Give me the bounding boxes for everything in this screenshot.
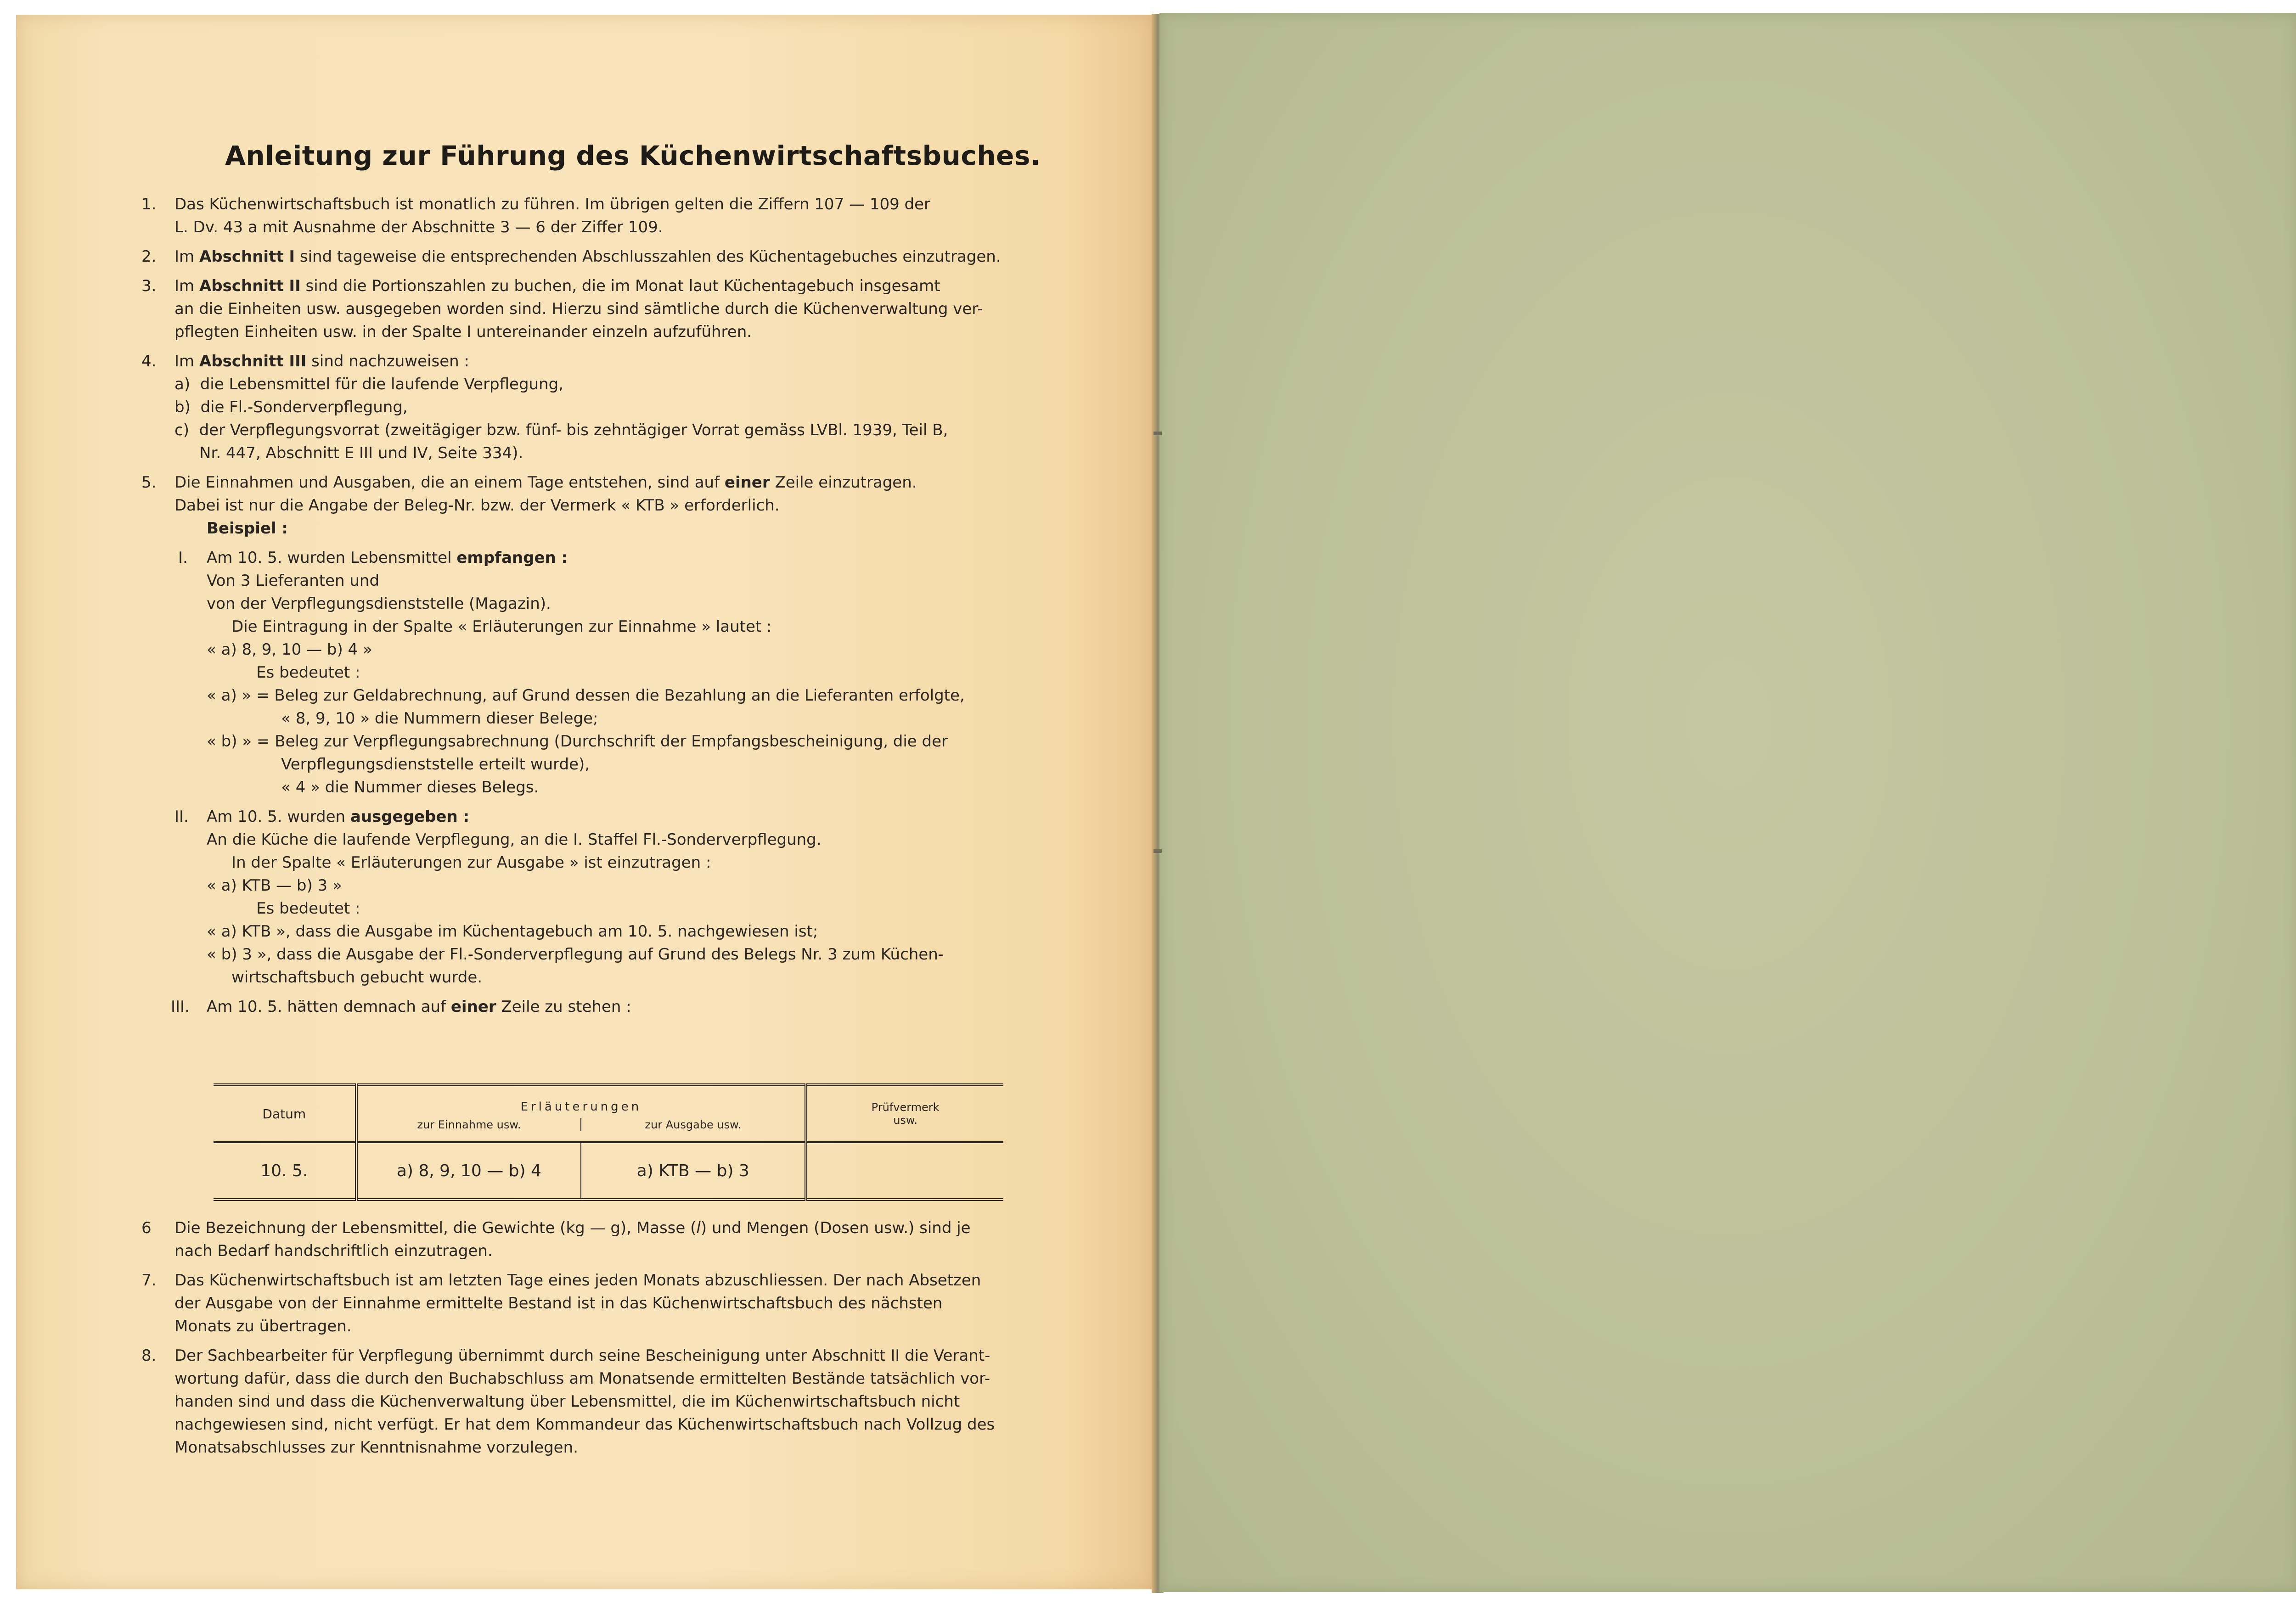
text-line: nachgewiesen sind, nicht verfügt. Er hat dem Kommandeur das Küchenwirtschaftsbuch nach Vollzug des (174, 1415, 995, 1434)
section-7 (138, 1269, 1065, 1338)
text-line: Das Küchenwirtschaftsbuch ist monatlich zu führen. Im übrigen gelten die Ziffern 107 — 109 der (174, 195, 930, 213)
erlaeuterungen-title: Erläuterungen (520, 1100, 642, 1114)
text-line: Monatsabschlusses zur Kenntnisnahme vorzulegen. (174, 1438, 578, 1457)
text-fragment: sind nachzuweisen : (306, 352, 469, 370)
example-heading: Beispiel : (207, 519, 288, 538)
list-item: Nr. 447, Abschnitt E III und IV, Seite 334). (174, 444, 523, 462)
text-line: Das Küchenwirtschaftsbuch ist am letzten Tage eines jeden Monats abzuschliessen. Der nach Absetzen (174, 1271, 981, 1290)
text-line: L. Dv. 43 a mit Ausnahme der Abschnitte 3 — 6 der Ziffer 109. (174, 218, 663, 236)
text-fragment: Zeile einzutragen. (770, 473, 917, 492)
section-number: 8. (141, 1346, 157, 1365)
text-line: « 8, 9, 10 » die Nummern dieser Belege; (207, 709, 598, 728)
einnahme-cell: a) 8, 9, 10 — b) 4 (356, 1142, 581, 1200)
section-number: 2. (141, 247, 157, 266)
text-fragment: Am 10. 5. hätten demnach auf (207, 998, 451, 1016)
section-2 (138, 245, 1065, 268)
text-line: « b) » = Beleg zur Verpflegungsabrechnung (Durchschrift der Empfangsbescheinigung, die der (207, 732, 948, 751)
text-line: « a) 8, 9, 10 — b) 4 » (207, 640, 372, 659)
page-title: Anleitung zur Führung des Küchenwirtschaftsbuches. (225, 140, 1041, 171)
staple (1154, 849, 1162, 853)
section-5 (138, 471, 1065, 540)
text-line: handen sind und dass die Küchenverwaltung über Lebensmittel, die im Küchenwirtschaftsbuch nicht (174, 1392, 960, 1411)
section-1 (138, 193, 1065, 239)
text-line: wortung dafür, dass die durch den Buchabschluss am Monatsende ermittelten Bestände tatsächlich vor- (174, 1369, 990, 1388)
text-line: « b) 3 », dass die Ausgabe der Fl.-Sonderverpflegung auf Grund des Belegs Nr. 3 zum Küchen- (207, 945, 944, 964)
text-line: der Ausgabe von der Einnahme ermittelte Bestand ist in das Küchenwirtschaftsbuch des nächsten (174, 1294, 943, 1313)
text-fragment: Im (174, 247, 199, 266)
text-line: Dabei ist nur die Angabe der Beleg-Nr. bzw. der Vermerk « KTB » erforderlich. (174, 496, 780, 515)
text-line: wirtschaftsbuch gebucht wurde. (207, 968, 483, 987)
ausgabe-cell: a) KTB — b) 3 (581, 1142, 806, 1200)
example-1 (138, 546, 1065, 799)
example-3 (138, 995, 1065, 1018)
example-2 (138, 805, 1065, 989)
section-3 (138, 275, 1065, 343)
section-number: 7. (141, 1271, 157, 1290)
section-number: 3. (141, 277, 157, 295)
text-line: Es bedeutet : (207, 663, 360, 682)
text-line (207, 546, 1065, 569)
ausgabe-header: zur Ausgabe usw. (645, 1118, 742, 1131)
instructions-body-continued (138, 1217, 1065, 1465)
text-fragment: Die Bezeichnung der Lebensmittel, die Gewichte (kg — g), Masse ( (174, 1219, 697, 1237)
text-fragment: Zeile zu stehen : (496, 998, 631, 1016)
einnahme-header: zur Einnahme usw. (358, 1118, 582, 1131)
text-line (174, 1217, 1065, 1240)
text-line (174, 350, 1065, 373)
staple (1154, 432, 1162, 435)
roman-number: II. (174, 808, 189, 826)
text-line: pflegten Einheiten usw. in der Spalte I untereinander einzeln aufzuführen. (174, 323, 752, 341)
text-line: In der Spalte « Erläuterungen zur Ausgabe » ist einzutragen : (207, 853, 711, 872)
text-line: Die Eintragung in der Spalte « Erläuterungen zur Einnahme » lautet : (207, 617, 772, 636)
text-line: nach Bedarf handschriftlich einzutragen. (174, 1242, 493, 1260)
text-line (207, 805, 1065, 828)
example-table (214, 1083, 1003, 1201)
erlaeuterungen-header (356, 1085, 806, 1142)
text-line (174, 471, 1065, 494)
text-line: « a) KTB », dass die Ausgabe im Küchentagebuch am 10. 5. nachgewiesen ist; (207, 922, 818, 941)
roman-number: III. (171, 998, 190, 1016)
roman-number: I. (178, 549, 188, 567)
list-item: b) die Fl.-Sonderverpflegung, (174, 398, 408, 416)
text-fragment: sind die Portionszahlen zu buchen, die im Monat laut Küchentagebuch insgesamt (300, 277, 940, 295)
text-line: von der Verpflegungsdienststelle (Magazin). (207, 595, 551, 613)
text-line (174, 275, 1065, 297)
text-line: Monats zu übertragen. (174, 1317, 352, 1335)
datum-cell: 10. 5. (214, 1142, 356, 1200)
pruefvermerk-cell (806, 1142, 1003, 1200)
pruefvermerk-label-2: usw. (893, 1114, 917, 1127)
text-fragment: ) und Mengen (Dosen usw.) sind je (700, 1219, 971, 1237)
list-item: a) die Lebensmittel für die laufende Verpflegung, (174, 375, 564, 393)
text-fragment: sind tageweise die entsprechenden Abschlusszahlen des Küchentagebuches einzutragen. (295, 247, 1001, 266)
text-fragment: Im (174, 277, 199, 295)
bold-term: ausgegeben : (350, 808, 470, 826)
text-line: Verpflegungsdienststelle erteilt wurde), (207, 755, 590, 774)
section-6 (138, 1217, 1065, 1262)
text-line: Der Sachbearbeiter für Verpflegung übernimmt durch seine Bescheinigung unter Abschnitt II die Verant- (174, 1346, 990, 1365)
erlaeuterungen-subheaders (358, 1118, 805, 1131)
text-fragment: Die Einnahmen und Ausgaben, die an einem Tage entstehen, sind auf (174, 473, 725, 492)
right-page-blank (1159, 13, 2296, 1592)
section-number: 6 (141, 1219, 152, 1237)
table-header-row (214, 1085, 1003, 1142)
text-line: « 4 » die Nummer dieses Belegs. (207, 778, 539, 797)
section-number: 4. (141, 352, 157, 370)
datum-header: Datum (214, 1085, 356, 1142)
pruefvermerk-header (806, 1085, 1003, 1142)
bold-term: einer (724, 473, 770, 492)
bold-term: empfangen : (456, 549, 568, 567)
italic-term: l (696, 1219, 701, 1237)
text-line: an die Einheiten usw. ausgegeben worden sind. Hierzu sind sämtliche durch die Küchenverwaltung ver- (174, 300, 983, 318)
section-4 (138, 350, 1065, 465)
section-8 (138, 1344, 1065, 1459)
pruefvermerk-label: Prüfvermerk (871, 1101, 940, 1114)
text-fragment: Am 10. 5. wurden (207, 808, 350, 826)
section-number: 1. (141, 195, 157, 213)
text-line: « a) KTB — b) 3 » (207, 876, 342, 895)
text-line: Von 3 Lieferanten und (207, 572, 380, 590)
bold-term: Abschnitt I (199, 247, 295, 266)
section-number: 5. (141, 473, 157, 492)
text-line (207, 995, 1065, 1018)
text-fragment: Im (174, 352, 199, 370)
instructions-body (138, 193, 1065, 1025)
text-line (174, 245, 1065, 268)
bold-term: einer (450, 998, 496, 1016)
text-line: Es bedeutet : (207, 899, 360, 918)
list-item: c) der Verpflegungsvorrat (zweitägiger bzw. fünf- bis zehntägiger Vorrat gemäss LVBl. 1939, Teil B, (174, 421, 948, 439)
text-line: An die Küche die laufende Verpflegung, an die I. Staffel Fl.-Sonderverpflegung. (207, 830, 822, 849)
bold-term: Abschnitt III (199, 352, 307, 370)
text-fragment: Am 10. 5. wurden Lebensmittel (207, 549, 457, 567)
text-line: « a) » = Beleg zur Geldabrechnung, auf Grund dessen die Bezahlung an die Lieferanten erfolgte, (207, 686, 965, 705)
table-row (214, 1142, 1003, 1200)
bold-term: Abschnitt II (199, 277, 301, 295)
